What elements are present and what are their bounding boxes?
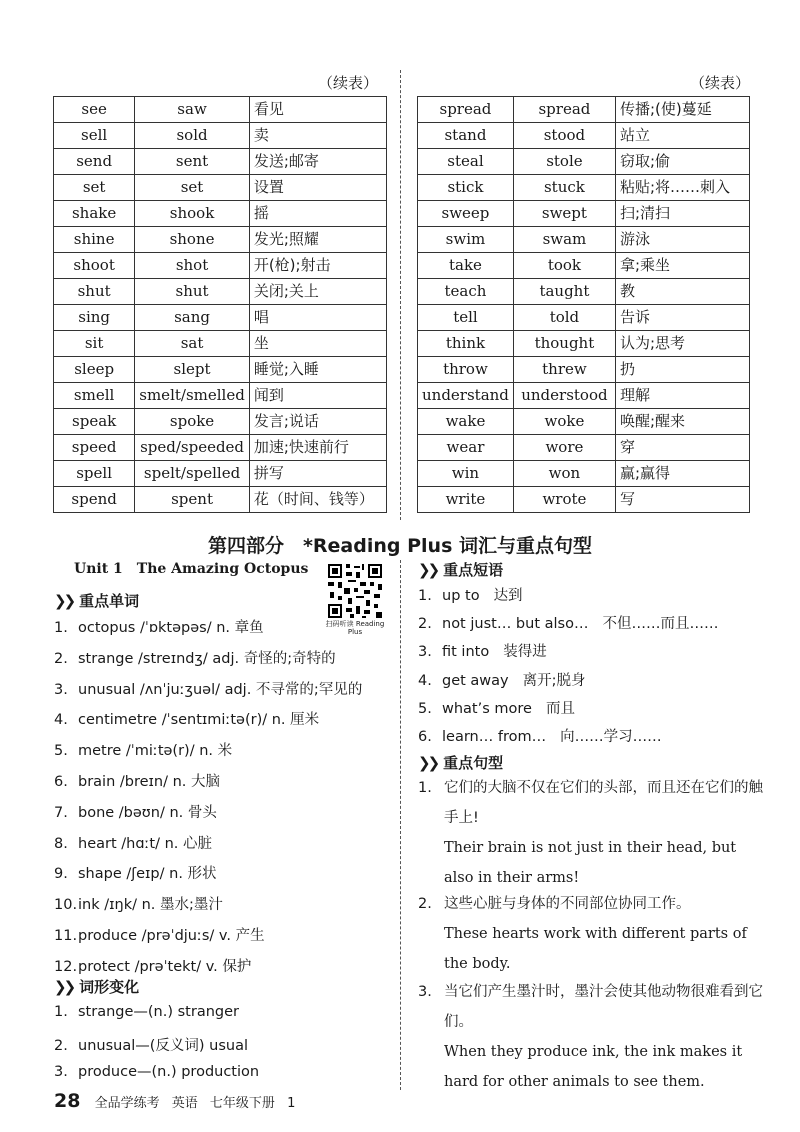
column-divider-top [400, 70, 401, 520]
phrase-en: up to [442, 588, 480, 604]
grade: 七年级下册 [209, 1096, 275, 1111]
table-row [418, 409, 750, 435]
table-row [54, 149, 387, 175]
sentence-cn: 它们的大脑不仅在它们的头部，而且还在它们的触手上! [444, 780, 763, 826]
section-key-sentences [418, 752, 503, 773]
meaning-cell: 粘贴;将……刺入 [615, 175, 749, 201]
meaning-cell: 卖 [249, 123, 386, 149]
base-form-cell: stand [418, 123, 514, 149]
past-tense-cell: spread [513, 97, 615, 123]
table-row [418, 279, 750, 305]
base-form-cell: tell [418, 305, 514, 331]
past-tense-cell: saw [135, 97, 250, 123]
item-number: 8. [54, 835, 68, 852]
phrase-cn: 不但……而且…… [602, 616, 719, 633]
base-form-cell: understand [418, 383, 514, 409]
section-key-phrases [418, 559, 503, 580]
meaning-cell: 传播;(使)蔓延 [615, 97, 749, 123]
base-form-cell: stick [418, 175, 514, 201]
base-form-cell: sell [54, 123, 135, 149]
item-number: 4. [418, 672, 432, 689]
double-chevron-icon: ❯❯ [418, 754, 438, 772]
past-tense-cell: spelt/spelled [135, 461, 250, 487]
base-form-cell: throw [418, 357, 514, 383]
page-number: 28 [54, 1090, 81, 1112]
base-form-cell: shoot [54, 253, 135, 279]
table-row [54, 487, 387, 513]
word-entry: bone /bəʊn/ n. 骨头 [78, 804, 217, 821]
past-tense-cell: taught [513, 279, 615, 305]
double-chevron-icon: ❯❯ [418, 561, 438, 579]
base-form-cell: sweep [418, 201, 514, 227]
sentence-item [418, 977, 763, 1097]
past-tense-cell: spent [135, 487, 250, 513]
phrase-cn: 向……学习…… [560, 729, 662, 745]
item-number: 3. [54, 681, 68, 698]
word-item [54, 647, 336, 668]
past-tense-cell: sat [135, 331, 250, 357]
table-row [54, 331, 387, 357]
base-form-cell: shut [54, 279, 135, 305]
sentence-en: Their brain is not just in their head, but also in their arms! [444, 840, 737, 886]
continued-label-left: （续表） [318, 74, 379, 92]
section-label: 重点句型 [443, 754, 504, 772]
table-row [418, 305, 750, 331]
item-number: 5. [418, 700, 432, 717]
word-item [54, 924, 265, 945]
qr-code-icon[interactable] [326, 562, 384, 620]
past-tense-cell: shook [135, 201, 250, 227]
table-row [418, 227, 750, 253]
unit-title: Unit 1 The Amazing Octopus [74, 561, 309, 577]
table-row [418, 175, 750, 201]
column-divider-bottom [400, 560, 401, 1090]
table-row [418, 331, 750, 357]
word-entry: strange /streɪndʒ/ adj. 奇怪的;奇特的 [78, 650, 336, 667]
page-footer [54, 1090, 303, 1112]
base-form-cell: smell [54, 383, 135, 409]
meaning-cell: 闻到 [249, 383, 386, 409]
meaning-cell: 穿 [615, 435, 749, 461]
base-form-cell: spend [54, 487, 135, 513]
table-row [418, 123, 750, 149]
table-row [418, 253, 750, 279]
item-number: 4. [54, 712, 68, 729]
word-item [54, 616, 264, 637]
base-form-cell: spread [418, 97, 514, 123]
meaning-cell: 游泳 [615, 227, 749, 253]
word-entry: heart /hɑːt/ n. 心脏 [78, 835, 213, 852]
sentence-item [418, 773, 763, 893]
qr-caption: 扫码听读 Reading Plus [325, 620, 385, 636]
past-tense-cell: stuck [513, 175, 615, 201]
right-verb-table [417, 96, 750, 513]
item-number: 12. [54, 958, 78, 975]
table-row [54, 461, 387, 487]
section-label: 词形变化 [79, 978, 140, 996]
meaning-cell: 坐 [249, 331, 386, 357]
base-form-cell: see [54, 97, 135, 123]
past-tense-cell: spoke [135, 409, 250, 435]
past-tense-cell: set [135, 175, 250, 201]
past-tense-cell: sent [135, 149, 250, 175]
section-label: 重点短语 [443, 561, 504, 579]
past-tense-cell: won [513, 461, 615, 487]
sentence-cn: 这些心脏与身体的不同部位协同工作。 [444, 896, 691, 912]
meaning-cell: 加速;快速前行 [249, 435, 386, 461]
past-tense-cell: woke [513, 409, 615, 435]
phrase-en: get away [442, 672, 509, 689]
base-form-cell: write [418, 487, 514, 513]
sentence-en: These hearts work with different parts of the body. [444, 926, 747, 972]
base-form-cell: think [418, 331, 514, 357]
word-entry: produce /prəˈdjuːs/ v. 产生 [78, 928, 265, 944]
item-number: 2. [418, 896, 432, 912]
item-number: 9. [54, 866, 68, 883]
item-number: 2. [54, 1038, 68, 1054]
phrase-en: not just… but also… [442, 616, 589, 633]
table-row [54, 435, 387, 461]
table-row [418, 461, 750, 487]
phrase-en: what’s more [442, 700, 532, 717]
item-number: 5. [54, 743, 68, 760]
word-item [54, 678, 362, 699]
base-form-cell: speed [54, 435, 135, 461]
meaning-cell: 拿;乘坐 [615, 253, 749, 279]
meaning-cell: 设置 [249, 175, 386, 201]
meaning-cell: 摇 [249, 201, 386, 227]
table-row [54, 175, 387, 201]
word-item [54, 893, 223, 914]
past-tense-cell: understood [513, 383, 615, 409]
form-entry: unusual—(反义词) usual [78, 1038, 248, 1054]
meaning-cell: 扔 [615, 357, 749, 383]
past-tense-cell: stood [513, 123, 615, 149]
phrase-item [418, 725, 662, 746]
table-row [418, 487, 750, 513]
word-item [54, 801, 217, 822]
sentence-item [418, 889, 758, 979]
table-row [54, 383, 387, 409]
base-form-cell: steal [418, 149, 514, 175]
word-entry: octopus /ˈɒktəpəs/ n. 章鱼 [78, 620, 264, 636]
word-item [54, 862, 217, 883]
left-verb-table [53, 96, 387, 513]
table-row [54, 409, 387, 435]
phrase-cn: 装得进 [503, 644, 547, 661]
meaning-cell: 花（时间、钱等） [249, 487, 386, 513]
phrase-item [418, 584, 523, 605]
double-chevron-icon: ❯❯ [54, 978, 74, 996]
past-tense-cell: shot [135, 253, 250, 279]
word-entry: centimetre /ˈsentɪmiːtə(r)/ n. 厘米 [78, 712, 320, 729]
past-tense-cell: thought [513, 331, 615, 357]
phrase-cn: 而且 [545, 700, 575, 717]
item-number: 1. [418, 588, 432, 604]
phrase-item [418, 697, 575, 718]
past-tense-cell: sang [135, 305, 250, 331]
meaning-cell: 发光;照耀 [249, 227, 386, 253]
past-tense-cell: stole [513, 149, 615, 175]
item-number: 6. [54, 774, 68, 790]
past-tense-cell: took [513, 253, 615, 279]
table-row [418, 201, 750, 227]
phrase-item [418, 669, 586, 690]
meaning-cell: 扫;清扫 [615, 201, 749, 227]
item-number: 3. [418, 644, 432, 661]
base-form-cell: speak [54, 409, 135, 435]
base-form-cell: wake [418, 409, 514, 435]
meaning-cell: 认为;思考 [615, 331, 749, 357]
item-number: 11. [54, 928, 78, 944]
base-form-cell: wear [418, 435, 514, 461]
sentence-en: When they produce ink, the ink makes it hard for other animals to see them. [444, 1044, 743, 1090]
meaning-cell: 唱 [249, 305, 386, 331]
past-tense-cell: told [513, 305, 615, 331]
table-row [54, 253, 387, 279]
book-index: 1 [287, 1096, 296, 1111]
phrase-en: learn… from… [442, 729, 547, 745]
phrase-cn: 达到 [493, 588, 523, 604]
meaning-cell: 唤醒;醒来 [615, 409, 749, 435]
form-entry: produce—(n.) production [78, 1064, 260, 1080]
item-number: 2. [54, 650, 68, 667]
table-row [418, 97, 750, 123]
base-form-cell: teach [418, 279, 514, 305]
base-form-cell: swim [418, 227, 514, 253]
item-number: 1. [54, 620, 68, 636]
table-row [418, 383, 750, 409]
item-number: 7. [54, 804, 68, 821]
base-form-cell: win [418, 461, 514, 487]
meaning-cell: 看见 [249, 97, 386, 123]
table-row [54, 97, 387, 123]
table-row [418, 357, 750, 383]
sentence-body [444, 889, 768, 979]
sentence-cn: 当它们产生墨汁时，墨汁会使其他动物很难看到它们。 [444, 984, 763, 1030]
meaning-cell: 教 [615, 279, 749, 305]
past-tense-cell: swept [513, 201, 615, 227]
subject: 英语 [171, 1096, 198, 1111]
book-name: 全品学练考 [94, 1096, 160, 1111]
past-tense-cell: threw [513, 357, 615, 383]
word-item [54, 770, 220, 791]
double-chevron-icon: ❯❯ [54, 592, 74, 610]
word-item [54, 739, 232, 760]
item-number: 2. [418, 616, 432, 633]
meaning-cell: 发送;邮寄 [249, 149, 386, 175]
section-word-forms [54, 976, 139, 997]
base-form-cell: shake [54, 201, 135, 227]
past-tense-cell: swam [513, 227, 615, 253]
past-tense-cell: wore [513, 435, 615, 461]
item-number: 3. [54, 1064, 68, 1080]
section-label: 重点单词 [79, 592, 140, 610]
meaning-cell: 窃取;偷 [615, 149, 749, 175]
meaning-cell: 睡觉;入睡 [249, 357, 386, 383]
table-row [54, 227, 387, 253]
phrase-item [418, 640, 547, 661]
past-tense-cell: wrote [513, 487, 615, 513]
base-form-cell: send [54, 149, 135, 175]
sentence-body [444, 773, 768, 893]
table-row [418, 149, 750, 175]
part-title: 第四部分 *Reading Plus 词汇与重点句型 [207, 535, 593, 557]
base-form-cell: sing [54, 305, 135, 331]
form-item [54, 1004, 239, 1020]
form-entry: strange—(n.) stranger [78, 1004, 239, 1020]
base-form-cell: sit [54, 331, 135, 357]
table-row [54, 123, 387, 149]
item-number: 10. [54, 897, 78, 914]
word-entry: brain /breɪn/ n. 大脑 [78, 774, 221, 790]
table-row [418, 435, 750, 461]
base-form-cell: take [418, 253, 514, 279]
table-row [54, 357, 387, 383]
past-tense-cell: shone [135, 227, 250, 253]
item-number: 1. [54, 1004, 68, 1020]
continued-label-right: （续表） [690, 74, 751, 92]
past-tense-cell: sold [135, 123, 250, 149]
meaning-cell: 告诉 [615, 305, 749, 331]
word-entry: protect /prəˈtekt/ v. 保护 [78, 958, 252, 975]
word-entry: unusual /ʌnˈjuːʒuəl/ adj. 不寻常的;罕见的 [78, 681, 363, 698]
word-entry: ink /ɪŋk/ n. 墨水;墨汁 [78, 897, 223, 914]
meaning-cell: 关闭;关上 [249, 279, 386, 305]
table-row [54, 201, 387, 227]
word-item [54, 955, 251, 976]
word-item [54, 708, 319, 729]
form-item [54, 1064, 259, 1080]
table-row [54, 279, 387, 305]
base-form-cell: sleep [54, 357, 135, 383]
word-entry: shape /ʃeɪp/ n. 形状 [78, 866, 217, 883]
word-item [54, 832, 212, 853]
base-form-cell: spell [54, 461, 135, 487]
meaning-cell: 写 [615, 487, 749, 513]
phrase-cn: 离开;脱身 [522, 672, 586, 689]
base-form-cell: set [54, 175, 135, 201]
form-item [54, 1034, 248, 1055]
sentence-body [444, 977, 768, 1097]
section-key-words [54, 590, 139, 611]
item-number: 1. [418, 780, 432, 796]
table-row [54, 305, 387, 331]
past-tense-cell: sped/speeded [135, 435, 250, 461]
meaning-cell: 拼写 [249, 461, 386, 487]
past-tense-cell: shut [135, 279, 250, 305]
base-form-cell: shine [54, 227, 135, 253]
item-number: 3. [418, 984, 432, 1000]
item-number: 6. [418, 729, 432, 745]
past-tense-cell: smelt/smelled [135, 383, 250, 409]
meaning-cell: 发言;说话 [249, 409, 386, 435]
meaning-cell: 赢;赢得 [615, 461, 749, 487]
phrase-en: fit into [442, 644, 490, 661]
meaning-cell: 理解 [615, 383, 749, 409]
phrase-item [418, 612, 718, 633]
meaning-cell: 站立 [615, 123, 749, 149]
meaning-cell: 开(枪);射击 [249, 253, 386, 279]
word-entry: metre /ˈmiːtə(r)/ n. 米 [78, 743, 233, 760]
past-tense-cell: slept [135, 357, 250, 383]
